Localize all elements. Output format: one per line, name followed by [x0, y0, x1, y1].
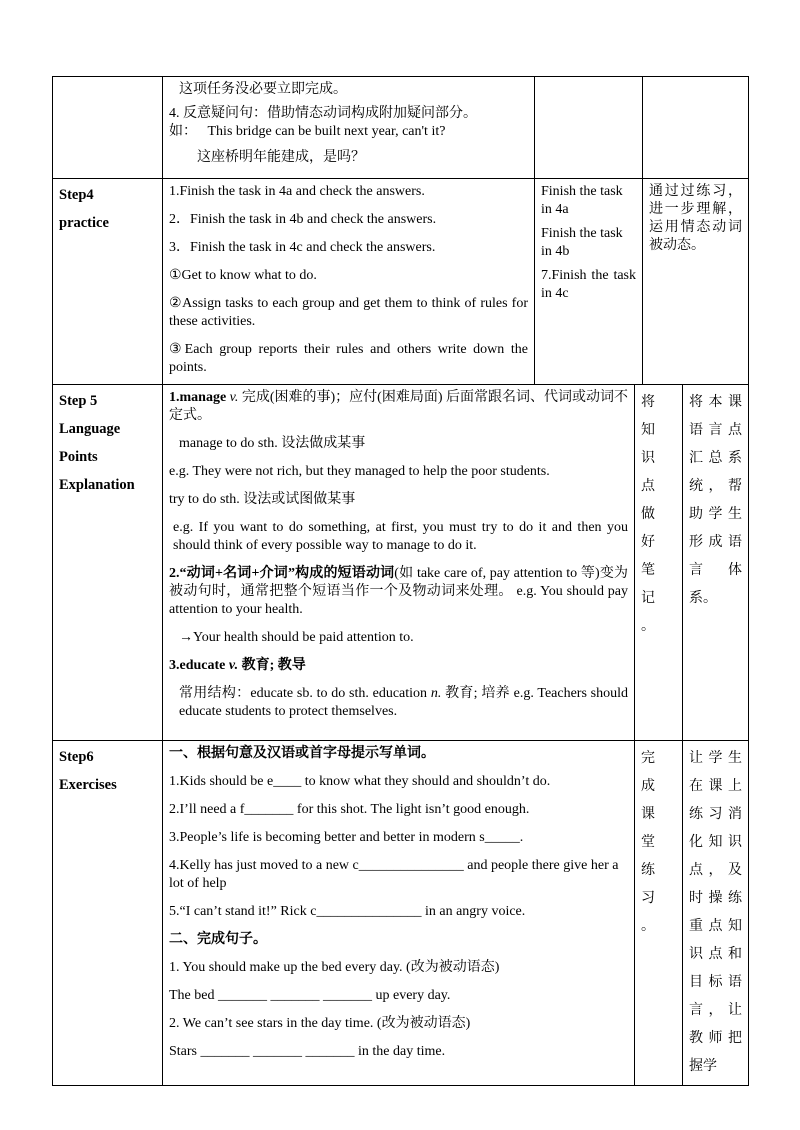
step5-item2-rest: (如 take care of, pay attention to 等)变为被动句时，通常把整个短语当作一个及物动词来处理。 e.g. You should pay attention to your health.	[169, 566, 628, 617]
step5-item3-pos: v.	[228, 658, 239, 673]
step5-row	[53, 385, 749, 741]
step4-item: 1.Finish the task in 4a and check the answers.	[169, 184, 425, 199]
step5-item3	[169, 657, 628, 675]
step6-section2: 二、完成句子。	[169, 932, 267, 947]
step5-item3-struct	[169, 685, 628, 721]
step4-subtitle: practice	[59, 215, 109, 231]
step6-question: 2.I’ll need a f_______ for this shot. The light isn’t good enough.	[169, 802, 530, 817]
grammar-line: 这座桥明年能建成，是吗？	[197, 150, 365, 165]
step6-row	[53, 741, 749, 1086]
grammar-line: 这项任务没必要立即完成。	[179, 82, 347, 97]
step4-activity-cell	[535, 179, 643, 385]
step4-purpose: 通过过练习，进一步理解，运用情态动词被动态。	[649, 184, 742, 253]
step6-activity-cell	[635, 741, 683, 1086]
step4-step-cell	[53, 179, 163, 385]
step4-item: ②Assign tasks to each group and get them to think of rules for these activities.	[169, 296, 528, 329]
grammar-line: 4. 反意疑问句：借助情态动词构成附加疑问部分。	[169, 106, 477, 121]
step5-item3-def: 教育; 教导	[241, 658, 306, 673]
step6-subtitle: Exercises	[59, 777, 117, 793]
step4-item: 2．Finish the task in 4b and check the answers.	[169, 212, 437, 227]
step5-item3-struct-b: 教育; 培养 e.g. Teachers should educate students to protect themselves.	[179, 686, 629, 719]
step5-subtitle: Language	[59, 421, 121, 437]
lesson-plan-page	[52, 76, 748, 1086]
step4-activity: Finish the task in 4a	[541, 184, 623, 217]
step5-item1	[169, 389, 628, 425]
grammar-content-cell	[163, 77, 535, 179]
grammar-line: 如： This bridge can be built next year, can't it?	[169, 124, 446, 139]
step5-item1-try: try to do sth. 设法或试图做某事	[169, 492, 356, 507]
grammar-row	[53, 77, 749, 179]
grammar-activity-cell	[535, 77, 643, 179]
step5-purpose-cell	[683, 385, 749, 741]
step5-item2-head: 2.“动词+名词+介词”构成的短语动词	[169, 566, 395, 581]
step5-item1-def: 完成(困难的事)；应付(困难局面) 后面常跟名词、代词或动词不定式。	[169, 390, 629, 423]
step6-section1: 一、根据句意及汉语或首字母提示写单词。	[169, 746, 435, 761]
step5-activity: 将知识点做好笔记。	[641, 395, 665, 634]
step4-row	[53, 179, 749, 385]
step5-activity-cell	[635, 385, 683, 741]
grammar-purpose-cell	[643, 77, 749, 179]
step6-activity: 完成课堂练习。	[641, 751, 665, 934]
step6-sentence: 1. You should make up the bed every day. (改为被动语态)	[169, 960, 500, 975]
step6-purpose-cell	[683, 741, 749, 1086]
step4-item: ③Each group reports their rules and others write down the points.	[169, 342, 528, 375]
step4-content-cell	[163, 179, 535, 385]
step4-item: 3．Finish the task in 4c and check the answers.	[169, 240, 436, 255]
step5-item2	[169, 565, 628, 619]
step4-item: ①Get to know what to do.	[169, 268, 317, 283]
step5-item1-phrase: manage to do sth. 设法做成某事	[179, 436, 366, 451]
step6-sentence: Stars _______ _______ _______ in the day time.	[169, 1044, 446, 1059]
step6-question: 1.Kids should be e____ to know what they should and shouldn’t do.	[169, 774, 551, 789]
step6-step-cell	[53, 741, 163, 1086]
step4-title: Step4	[59, 187, 94, 203]
step5-subtitle: Explanation	[59, 477, 135, 493]
step5-title: Step 5	[59, 393, 98, 409]
step5-item3-pos2: n.	[430, 686, 442, 701]
step5-step-cell	[53, 385, 163, 741]
step5-content-cell	[163, 385, 635, 741]
step6-question: 3.People’s life is becoming better and better in modern s_____.	[169, 830, 524, 845]
step6-sentence: 2. We can’t see stars in the day time. (改为被动语态)	[169, 1016, 471, 1031]
step5-item1-eg: e.g. They were not rich, but they managed to help the poor students.	[169, 464, 550, 479]
step5-item1-pos: v.	[229, 390, 239, 405]
step6-content-cell	[163, 741, 635, 1086]
step5-item2-arrow: →Your health should be paid attention to.	[179, 630, 414, 645]
step5-item3-head: 3.educate	[169, 658, 226, 673]
lesson-plan-table	[52, 76, 749, 1086]
step4-purpose-cell	[643, 179, 749, 385]
grammar-step-cell	[53, 77, 163, 179]
step4-activity: 7.Finish the task in 4c	[541, 268, 636, 301]
step5-purpose: 将本课语言点汇总系统，帮助学生形成语言体系。	[689, 395, 742, 606]
step5-item1-eg2: e.g. If you want to do something, at first, you must try to do it and then you should think of every possible way to manage to do it.	[173, 520, 628, 553]
step5-subtitle: Points	[59, 449, 98, 465]
step5-item3-struct-a: 常用结构：educate sb. to do sth. education	[179, 686, 428, 701]
step6-sentence: The bed _______ _______ _______ up every day.	[169, 988, 451, 1003]
step4-activity: Finish the task in 4b	[541, 226, 623, 259]
step6-purpose: 让学生在课上练习消化知识点，及时操练重点知识点和目标语言，让教师把握学	[689, 751, 742, 1074]
step6-question: 4.Kelly has just moved to a new c_______________ and people there give her a lot of help	[169, 858, 619, 891]
step6-question: 5.“I can’t stand it!” Rick c_______________ in an angry voice.	[169, 904, 526, 919]
step6-title: Step6	[59, 749, 94, 765]
step5-item1-head: 1.manage	[169, 390, 227, 405]
